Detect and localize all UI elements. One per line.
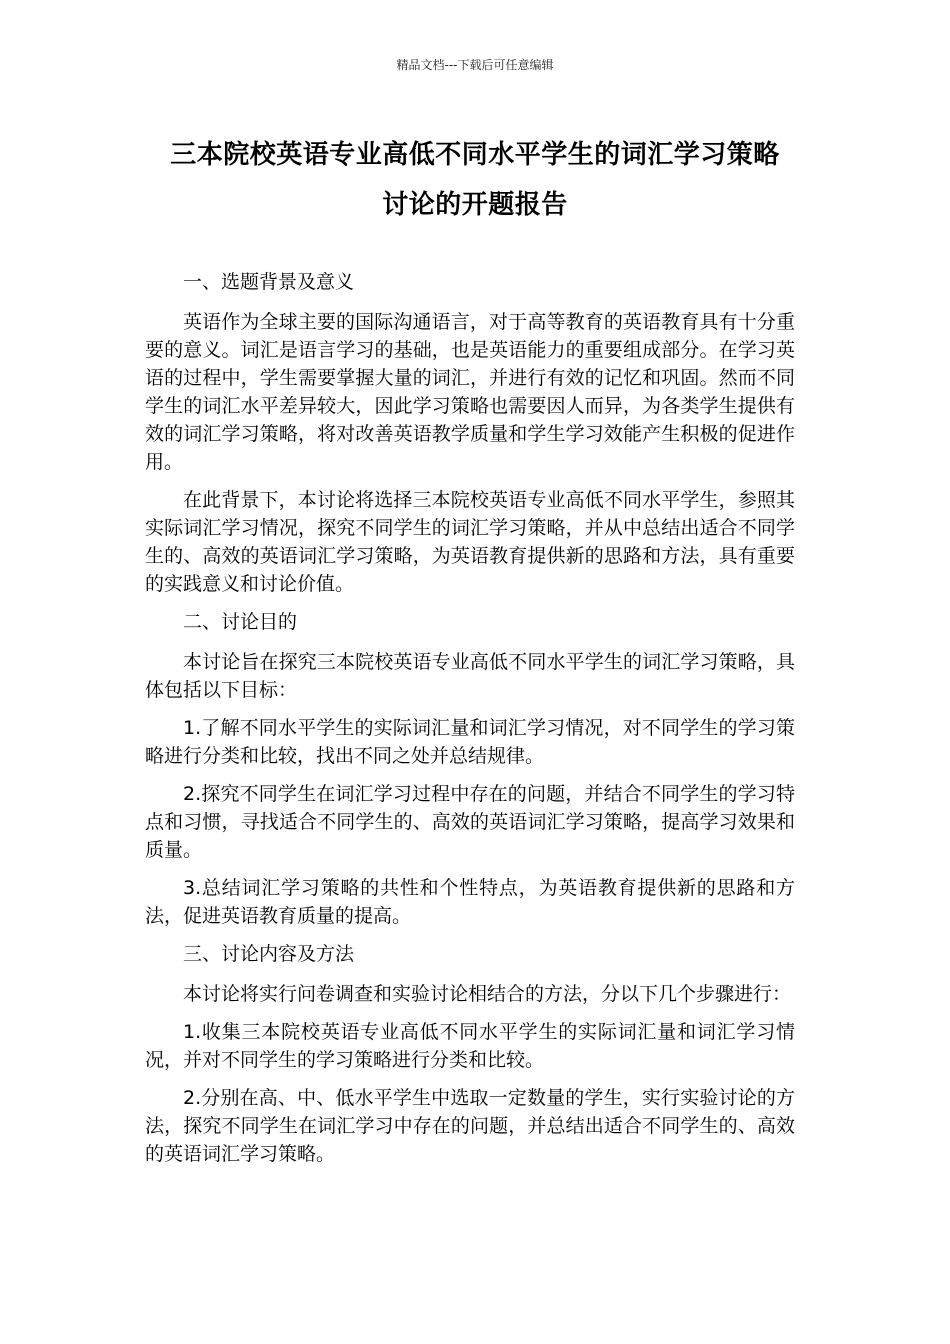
list-item-purpose-1: 1.了解不同水平学生的实际词汇量和词汇学习情况，对不同学生的学习策略进行分类和比较，找出不同之处并总结规律。	[145, 717, 795, 767]
page-header: 精品文档---下载后可任意编辑	[396, 58, 554, 72]
paragraph-method-intro: 本讨论将实行问卷调查和实验讨论相结合的方法，分以下几个步骤进行：	[183, 983, 792, 1005]
paragraph-background-2: 在此背景下，本讨论将选择三本院校英语专业高低不同水平学生，参照其实际词汇学习情况，探究不同学生的词汇学习策略，并从中总结出适合不同学生的、高效的英语词汇学习策略，为英语教育提供新的思路和方法，具有重要的实践意义和讨论价值。	[145, 489, 795, 595]
section-heading-background: 一、选题背景及意义	[183, 271, 355, 293]
section-heading-method: 三、讨论内容及方法	[183, 943, 355, 965]
paragraph-purpose-intro: 本讨论旨在探究三本院校英语专业高低不同水平学生的词汇学习策略，具体包括以下目标：	[145, 651, 795, 701]
list-item-purpose-3: 3.总结词汇学习策略的共性和个性特点，为英语教育提供新的思路和方法，促进英语教育质量的提高。	[145, 877, 795, 927]
paragraph-background-1: 英语作为全球主要的国际沟通语言，对于高等教育的英语教育具有十分重要的意义。词汇是语言学习的基础，也是英语能力的重要组成部分。在学习英语的过程中，学生需要掌握大量的词汇，并进行有效的记忆和巩固。然而不同学生的词汇水平差异较大，因此学习策略也需要因人而异，为各类学生提供有效的词汇学习策略，将对改善英语教学质量和学生学习效能产生积极的促进作用。	[145, 311, 795, 473]
section-heading-purpose: 二、讨论目的	[183, 611, 298, 633]
document-body	[145, 268, 795, 1178]
title-line-2: 讨论的开题报告	[382, 190, 568, 220]
document-title	[100, 130, 850, 230]
list-item-method-1: 1.收集三本院校英语专业高低不同水平学生的实际词汇量和词汇学习情况，并对不同学生的学习策略进行分类和比较。	[145, 1021, 795, 1071]
title-line-1: 三本院校英语专业高低不同水平学生的词汇学习策略	[170, 140, 780, 170]
list-item-method-2: 2.分别在高、中、低水平学生中选取一定数量的学生，实行实验讨论的方法，探究不同学生在词汇学习中存在的问题，并总结出适合不同学生的、高效的英语词汇学习策略。	[145, 1087, 795, 1165]
list-item-purpose-2: 2.探究不同学生在词汇学习过程中存在的问题，并结合不同学生的学习特点和习惯，寻找适合不同学生的、高效的英语词汇学习策略，提高学习效果和质量。	[145, 783, 795, 861]
